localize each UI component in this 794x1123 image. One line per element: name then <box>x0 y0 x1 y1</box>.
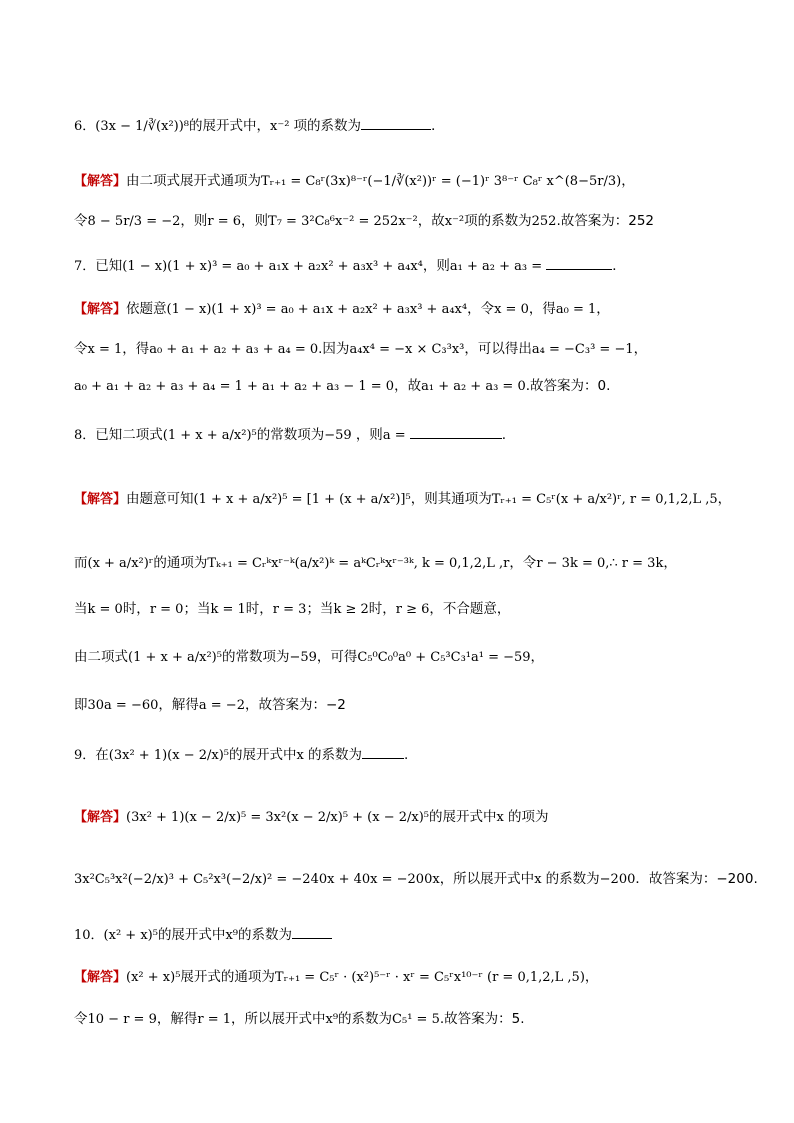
text-segment: .因为 <box>318 341 350 357</box>
text-segment: 项的系数为 <box>293 118 362 134</box>
text-segment: ，令 <box>467 301 495 317</box>
text-segment: 的系数为 <box>237 927 292 943</box>
solution-line-a9-2 <box>74 868 758 891</box>
math-expression: (3x² + 1)(x − 2/x)⁵ = 3x²(x − 2/x)⁵ + (x − 2/x)⁵ <box>126 810 430 825</box>
math-expression: k = 0 <box>87 602 123 617</box>
math-expression: x <box>296 748 308 763</box>
math-expression: a₀ = 1 <box>555 302 597 317</box>
text-segment: . <box>403 747 409 763</box>
math-expression: C₅⁰C₀⁰a⁰ + C₅³C₃¹a¹ = −59 <box>357 650 531 665</box>
text-segment: 由二项式 <box>74 649 128 665</box>
solution-line-a7-3 <box>74 375 734 398</box>
text-segment: 已知 <box>95 258 123 274</box>
math-expression: (1 + x + a/x²)⁵ <box>128 650 222 665</box>
text-segment: ，所以展开式中 <box>231 1011 326 1027</box>
math-expression: a₄ = −C₃³ = −1 <box>531 342 634 357</box>
math-expression: 9． <box>74 748 96 763</box>
solution-line-a8-3 <box>74 598 734 621</box>
math-expression: r = 3 <box>272 602 307 617</box>
math-expression: k ≥ 2 <box>333 602 369 617</box>
math-expression: r ≥ 6 <box>395 602 430 617</box>
text-segment: 的展开式中 <box>157 927 226 943</box>
text-segment: ，则 <box>355 427 383 443</box>
math-expression: (1 + x + a/x²)⁵ = [1 + (x + a/x²)]⁵ <box>193 492 411 507</box>
math-expression: (x² + x)⁵ <box>126 970 181 985</box>
text-segment: 依题意 <box>126 301 167 317</box>
solution-line-a10-1 <box>74 966 734 989</box>
text-segment: ， <box>717 491 732 507</box>
solution-line-a7-1 <box>74 298 734 321</box>
text-segment: ，可以得出 <box>464 341 532 357</box>
text-segment: ，得 <box>122 341 150 357</box>
solution-line-a9-1 <box>74 806 734 829</box>
text-segment: ， <box>530 649 545 665</box>
text-segment: 令 <box>74 1011 88 1027</box>
text-segment: ，则 <box>180 213 208 229</box>
answer-blank <box>546 256 612 270</box>
answer-tag: 【解答】 <box>74 810 127 825</box>
answer-blank <box>362 745 404 759</box>
solution-line-a8-2 <box>74 552 734 575</box>
answer-tag: 【解答】 <box>74 492 127 507</box>
math-expression: C₅¹ = 5 <box>392 1012 440 1027</box>
text-segment: 的常数项为 <box>256 427 325 443</box>
solution-line-a10-2 <box>74 1008 734 1031</box>
text-segment: 时， <box>122 601 150 617</box>
text-segment: ． <box>431 118 445 134</box>
text-segment: ， <box>621 173 635 189</box>
text-segment: ， <box>663 555 677 571</box>
answer-tag: 【解答】 <box>74 174 127 189</box>
text-segment: ， <box>633 341 648 357</box>
math-expression: x = 0 <box>494 302 529 317</box>
math-expression: (x² + x)⁵ <box>103 928 158 943</box>
math-expression: a = −2 <box>198 698 245 713</box>
text-segment: 已知二项式 <box>95 427 163 443</box>
math-expression: a₄x⁴ = −x × C₃³x³ <box>349 342 465 357</box>
text-segment: 的系数为 <box>545 871 600 887</box>
text-segment: .故答案为：0. <box>525 378 611 394</box>
text-segment: ，所以展开式中 <box>439 871 535 887</box>
math-expression: (1 − x)(1 + x)³ = a₀ + a₁x + a₂x² + a₃x³ + a₄x⁴ <box>122 259 423 274</box>
text-segment: ，令 <box>509 555 537 571</box>
text-segment: ，不合题意， <box>429 601 511 617</box>
math-expression: (3x² + 1)(x − 2/x)⁵ <box>108 748 229 763</box>
text-segment: ；当 <box>306 601 334 617</box>
text-segment: ；当 <box>183 601 211 617</box>
math-expression: r = 0 <box>149 602 184 617</box>
text-segment: ，故 <box>417 213 445 229</box>
math-expression: a₀ + a₁ + a₂ + a₃ + a₄ = 0 <box>149 342 319 357</box>
solution-line-a8-5 <box>74 694 734 717</box>
question-q10 <box>74 924 734 947</box>
math-expression: 10． <box>74 928 104 943</box>
math-expression: (1 + x + a/x²)⁵ <box>162 428 257 443</box>
text-segment: 即 <box>74 697 88 713</box>
math-expression: −200 <box>599 872 636 887</box>
answer-blank <box>361 116 431 130</box>
math-expression: x <box>496 810 508 825</box>
math-expression: 8 − 5r/3 = −2 <box>87 214 181 229</box>
text-segment: 的系数为 <box>338 1011 393 1027</box>
question-q9 <box>74 744 734 767</box>
text-segment: 展开式的通项为 <box>180 969 275 985</box>
text-segment: ． <box>612 258 626 274</box>
question-q8 <box>74 424 734 447</box>
math-expression: (1 − x)(1 + x)³ = a₀ + a₁x + a₂x² + a₃x³ + a₄x⁴ <box>166 302 468 317</box>
text-segment: ，则 <box>422 258 450 274</box>
text-segment: 的通项为 <box>153 555 208 571</box>
math-expression: Tᵣ₊₁ = C₈ʳ(3x)⁸⁻ʳ(−1/∛(x²))ʳ = (−1)ʳ 3⁸⁻ʳ C₈ʳ x^(8−5r/3) <box>261 174 622 189</box>
text-segment: 的展开式中， <box>189 118 271 134</box>
math-expression: a = <box>382 428 410 443</box>
text-segment: 的展开式中 <box>229 747 297 763</box>
solution-line-a7-2 <box>74 338 734 361</box>
math-expression: x⁹ <box>225 928 238 943</box>
text-segment: 当 <box>74 601 88 617</box>
math-expression: a₀ + a₁ + a₂ + a₃ + a₄ = 1 + a₁ + a₂ + a₃ − 1 = 0 <box>74 379 395 394</box>
math-expression: r = 1 <box>197 1012 231 1027</box>
text-segment: ， <box>584 969 599 985</box>
text-segment: ，故答案为：−2 <box>244 697 346 713</box>
text-segment: 的项为 <box>507 809 549 825</box>
text-segment: . <box>501 427 507 443</box>
solution-line-a8-4 <box>74 646 734 669</box>
text-segment: 时， <box>368 601 396 617</box>
text-segment: 由题意可知 <box>126 491 194 507</box>
math-expression: (x + a/x²)ʳ <box>87 556 154 571</box>
math-expression: −59 <box>324 428 356 443</box>
text-segment: 由二项式展开式通项为 <box>126 173 262 189</box>
math-expression: x <box>534 872 546 887</box>
math-expression: 8． <box>74 428 96 443</box>
math-expression: 30a = −60 <box>87 698 159 713</box>
math-expression: k = 1 <box>210 602 246 617</box>
text-segment: 的常数项为 <box>221 649 290 665</box>
math-expression: r = 6 <box>207 214 242 229</box>
text-segment: 的展开式中 <box>429 809 497 825</box>
math-expression: a₁ + a₂ + a₃ = <box>449 259 547 274</box>
text-segment: 在 <box>95 747 109 763</box>
text-segment: ，故 <box>394 378 422 394</box>
math-expression: x⁻² <box>270 119 294 134</box>
math-expression: x⁻² <box>444 214 465 229</box>
answer-blank <box>292 925 332 939</box>
text-segment: 令 <box>74 213 88 229</box>
solution-line-a8-1 <box>74 488 734 511</box>
math-expression: 10 − r = 9 <box>87 1012 157 1027</box>
text-segment: ，得 <box>528 301 556 317</box>
question-q6 <box>74 115 734 138</box>
text-segment: ，解得 <box>156 1011 198 1027</box>
math-expression: 252 <box>531 214 557 229</box>
text-segment: 时， <box>245 601 273 617</box>
math-expression: 6．(3x − 1/∛(x²))⁸ <box>74 119 190 134</box>
math-expression: T₇ = 3²C₈⁶x⁻² = 252x⁻² <box>268 214 418 229</box>
text-segment: ．故答案为：−200. <box>635 871 758 887</box>
math-expression: a₁ + a₂ + a₃ = 0 <box>421 379 526 394</box>
text-segment: ， <box>596 301 610 317</box>
text-segment: ，解得 <box>158 697 199 713</box>
question-q7 <box>74 255 734 278</box>
solution-line-a6-1 <box>74 170 734 193</box>
text-segment: ，则其通项为 <box>410 491 492 507</box>
text-segment: .故答案为：5. <box>439 1011 525 1027</box>
math-expression: −59 <box>289 650 317 665</box>
math-expression: x = 1 <box>87 342 123 357</box>
math-expression: 3x²C₅³x²(−2/x)³ + C₅²x³(−2/x)² = −240x + 40x = −200x <box>74 872 440 887</box>
text-segment: 的系数为 <box>307 747 362 763</box>
math-expression: r − 3k = 0,∴ r = 3k <box>536 556 664 571</box>
math-expression: 7． <box>74 259 96 274</box>
answer-tag: 【解答】 <box>74 302 127 317</box>
text-segment: 令 <box>74 341 88 357</box>
text-segment: 而 <box>74 555 88 571</box>
answer-blank <box>410 425 502 439</box>
answer-tag: 【解答】 <box>74 970 127 985</box>
text-segment: ，可得 <box>316 649 358 665</box>
math-expression: Tᵣ₊₁ = C₅ʳ(x + a/x²)ʳ, r = 0,1,2,L ,5 <box>491 492 718 507</box>
text-segment: .故答案为：252 <box>556 213 655 229</box>
text-segment: ，则 <box>241 213 269 229</box>
math-expression: x⁹ <box>325 1012 339 1027</box>
math-expression: Tᵣ₊₁ = C₅ʳ · (x²)⁵⁻ʳ · xʳ = C₅ʳx¹⁰⁻ʳ (r = 0,1,2,L ,5) <box>274 970 585 985</box>
text-segment: 项的系数为 <box>464 213 532 229</box>
solution-line-a6-2 <box>74 210 734 233</box>
math-expression: Tₖ₊₁ = Cᵣᵏxʳ⁻ᵏ(a/x²)ᵏ = aᵏCᵣᵏxʳ⁻³ᵏ, k = 0,1,2,L ,r <box>207 556 510 571</box>
